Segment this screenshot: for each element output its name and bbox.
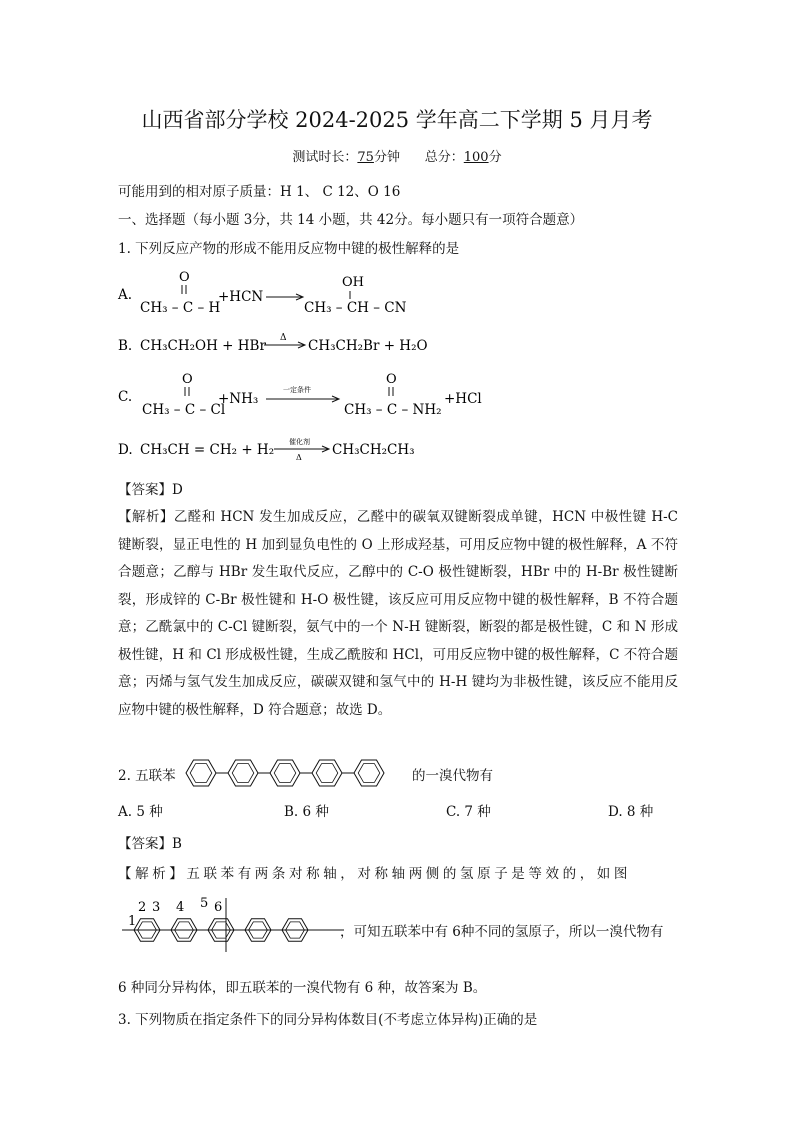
q2-stem-prefix: 2. 五联苯 [118, 768, 176, 784]
reactants: CH₃CH = CH₂ + H₂ [140, 442, 275, 458]
q2-answer: 【答案】B [118, 836, 182, 852]
q2-analysis-3: 6 种同分异构体，即五联苯的一溴代物有 6 种，故答案为 B。 [118, 980, 487, 996]
carbonyl-o: O [182, 372, 193, 387]
catalyst-condition: 催化剂 [289, 438, 310, 446]
q2-option-a: A. 5 种 [118, 804, 163, 820]
option-label: A. [118, 287, 133, 303]
atomic-mass-note: 可能用到的相对原子质量：H 1、 C 12、O 16 [118, 184, 401, 200]
position-number: 2 [138, 900, 147, 915]
option-label: D. [118, 442, 133, 458]
aromatic-inner-ring [232, 764, 254, 783]
aromatic-inner-ring [190, 764, 212, 783]
position-number: 3 [152, 900, 161, 915]
q2-option-b: B. 6 种 [284, 804, 329, 820]
option-label: B. [118, 338, 133, 354]
reaction-condition: Δ [280, 333, 287, 343]
q3-stem: 3. 下列物质在指定条件下的同分异构体数目(不考虑立体异构)正确的是 [118, 1012, 538, 1028]
symmetry-figure [118, 894, 348, 954]
carbonyl-o: O [179, 270, 190, 285]
score-unit: 分 [488, 150, 502, 165]
benzene-chain [186, 760, 384, 786]
aromatic-inner-ring [274, 764, 296, 783]
heat-condition: Δ [296, 453, 302, 462]
product-formula: CH₃ – CH – CN [304, 300, 407, 316]
time-label: 测试时长： [292, 150, 358, 165]
q1-option-c-equation [118, 368, 678, 418]
time-unit: 分钟 [373, 150, 400, 165]
byproduct: +HCl [444, 391, 482, 407]
q1-answer: 【答案】D [118, 482, 183, 498]
q2-stem-suffix: 的一溴代物有 [412, 768, 493, 784]
q1-option-b-equation [118, 330, 678, 360]
reactant-formula: CH₃ – C – Cl [142, 402, 226, 418]
reaction-condition: 一定条件 [283, 386, 311, 394]
position-number: 1 [128, 914, 137, 929]
q1-option-a [118, 266, 678, 316]
page-title: 山西省部分学校 2024-2025 学年高二下学期 5 月月考 [141, 108, 653, 132]
q2-analysis-1: 【解析】五联苯有两条对称轴，对称轴两侧的氢原子是等效的，如图 [118, 866, 631, 882]
score-label: 总分： [424, 150, 464, 165]
position-number: 5 [200, 896, 209, 911]
hydroxyl-group: OH [342, 275, 364, 290]
time-value: 75 [357, 150, 374, 165]
score-value: 100 [463, 150, 489, 165]
products: CH₃CH₂CH₃ [332, 442, 415, 458]
q1-option-d [118, 432, 678, 482]
q1-option-d-equation [118, 432, 678, 466]
position-number: 6 [214, 900, 223, 915]
q1-stem: 1. 下列反应产物的形成不能用反应物中键的极性解释的是 [118, 241, 460, 257]
exam-info [0, 146, 794, 165]
products: CH₃CH₂Br + H₂O [308, 338, 428, 354]
q1-analysis: 【解析】乙醛和 HCN 发生加成反应，乙醛中的碳氧双键断裂成单键，HCN 中极性键 H-C 键断裂，显正电性的 H 加到显负电性的 O 上形成羟基，可用反应物中键的极性解释，A 不符合题意；乙醇与 HBr 发生取代反应，乙醇中的 C-O 极性键断裂，HBr 中的 H-Br 极性键断裂，形成锌的 C-Br 极性键和 H-O 极性键，该反应可用反应物中键的极性解释，B 不符合题意；乙酰氯中的 C-Cl 键断裂，氨气中的一个 N-H 键断裂，断裂的都是极性键，C 和 N 形成极性键，H 和 Cl 形成极性键，生成乙酰胺和 HCl，可用反应物中键的极性解释，C 不符合题意；丙烯与氢气发生加成反应，碳碳双键和氢气中的 H-H 键均为非极性键，该反应不能用反应物中键的极性解释，D 符合题意；故选 D。 [118, 509, 678, 718]
option-label: C. [118, 389, 133, 405]
product-formula: CH₃ – C – NH₂ [344, 402, 442, 418]
q2-option-c: C. 7 种 [446, 804, 491, 820]
reactant-formula: CH₃ – C – H [140, 300, 221, 316]
position-number: 4 [176, 900, 185, 915]
reagent: +HCN [218, 289, 264, 305]
aromatic-inner-ring [358, 764, 380, 783]
product-carbonyl-o: O [386, 372, 397, 387]
reagent: +NH₃ [218, 391, 259, 407]
q2-analysis-2: ，可知五联苯中有 6种不同的氢原子，所以一溴代物有 [340, 924, 664, 940]
aromatic-inner-ring [316, 764, 338, 783]
section-heading: 一、选择题（每小题 3分，共 14 小题，共 42分。每小题只有一项符合题意） [118, 212, 584, 228]
q2-option-d: D. 8 种 [608, 804, 654, 820]
q1-option-c [118, 368, 678, 418]
reactants: CH₃CH₂OH + HBr [140, 338, 266, 354]
pentaphenyl-structure [180, 754, 420, 794]
q1-option-a-equation [118, 266, 678, 316]
